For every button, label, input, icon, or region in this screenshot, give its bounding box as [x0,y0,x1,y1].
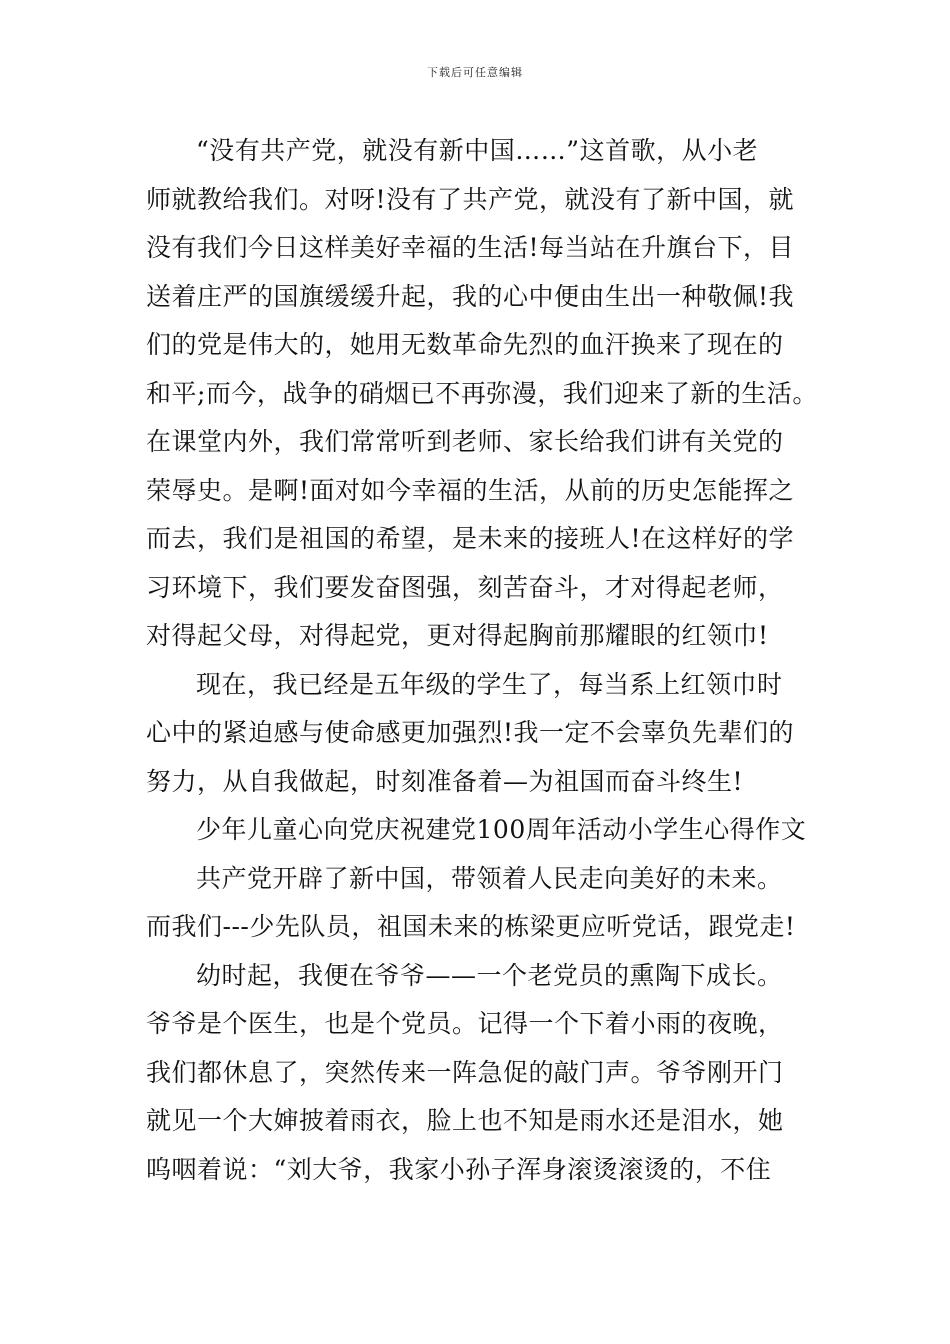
essay-body [146,127,826,1194]
text-line: 呜咽着说：“刘大爷，我家小孙子浑身滚烫滚烫的，不住 [146,1154,772,1184]
text-line: 在课堂内外，我们常常听到老师、家长给我们讲有关党的 [146,427,784,456]
text-line: 习环境下，我们要发奋图强，刻苦奋斗，才对得起老师， [146,572,784,602]
section-title: 少年儿童心向党庆祝建党100周年活动小学生心得作文 [196,815,807,844]
text-line: 努力，从自我做起，时刻准备着—为祖国而奋斗终生! [146,766,744,796]
text-line: 对得起父母，对得起党，更对得起胸前那耀眼的红领巾! [146,621,769,650]
text-line: 而我们---少先队员，祖国未来的栋梁更应听党话，跟党走! [146,912,796,941]
text-line: “没有共产党，就没有新中国……”这首歌，从小老 [196,136,759,165]
page-header: 下载后可任意编辑 [427,66,523,79]
text-line: 就见一个大婶披着雨衣，脸上也不知是雨水还是泪水，她 [146,1106,784,1135]
text-line: 师就教给我们。对呀!没有了共产党，就没有了新中国，就 [146,184,795,214]
text-line: 和平;而今，战争的硝烟已不再弥漫，我们迎来了新的生活。 [146,378,818,408]
text-line: 幼时起，我便在爷爷——一个老党员的熏陶下成长。 [196,960,783,990]
text-line: 送着庄严的国旗缓缓升起，我的心中便由生出一种敬佩!我 [146,281,795,311]
text-line: 共产党开辟了新中国，带领着人民走向美好的未来。 [196,863,783,893]
text-line: 没有我们今日这样美好幸福的生活!每当站在升旗台下，目 [146,233,795,262]
text-line: 而去，我们是祖国的希望，是未来的接班人!在这样好的学 [146,524,795,553]
text-line: 们的党是伟大的，她用无数革命先烈的血汗换来了现在的 [146,330,784,359]
text-line: 我们都休息了，突然传来一阵急促的敲门声。爷爷刚开门 [146,1057,784,1087]
text-line: 现在，我已经是五年级的学生了，每当系上红领巾时 [196,669,783,699]
text-line: 爷爷是个医生，也是个党员。记得一个下着小雨的夜晚， [146,1009,784,1038]
text-line: 荣辱史。是啊!面对如今幸福的生活，从前的历史怎能挥之 [146,475,795,505]
text-line: 心中的紧迫感与使命感更加强烈!我一定不会辜负先辈们的 [146,718,795,747]
